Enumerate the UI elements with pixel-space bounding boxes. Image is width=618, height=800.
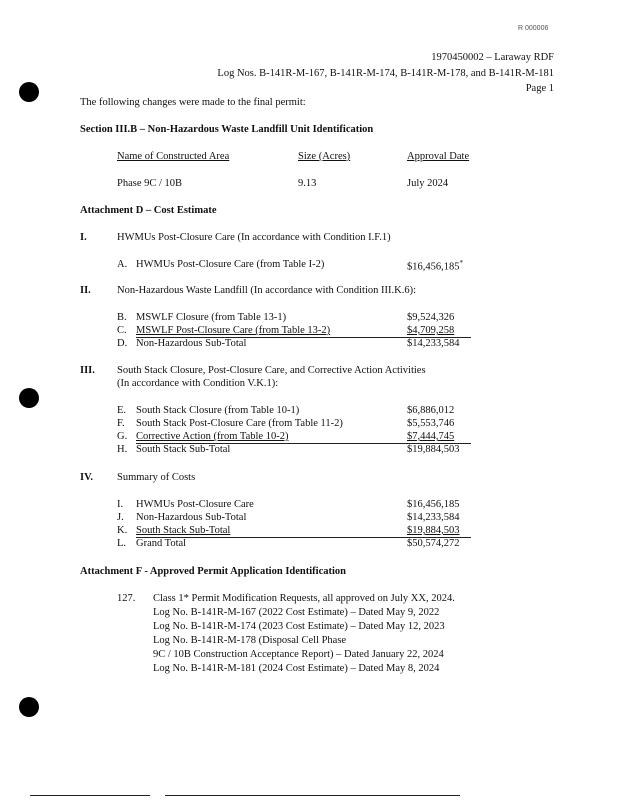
item-i-amount: $16,456,185	[407, 499, 460, 510]
footer-rule-left	[30, 795, 150, 796]
attachment-f-line-2: Log No. B-141R-M-167 (2022 Cost Estimate) – Dated May 9, 2022	[153, 607, 440, 618]
section-ii-title: Non-Hazardous Waste Landfill (In accordance with Condition III.K.6):	[117, 285, 416, 296]
punch-hole-top	[19, 82, 39, 102]
intro-text: The following changes were made to the final permit:	[80, 97, 306, 108]
item-e-amount: $6,886,012	[407, 405, 455, 416]
item-j-letter: J.	[117, 512, 124, 523]
attachment-f-line-1: Class 1* Permit Modification Requests, all approved on July XX, 2024.	[153, 593, 455, 604]
item-b-letter: B.	[117, 312, 127, 323]
attachment-f-line-6: Log No. B-141R-M-181 (2024 Cost Estimate) – Dated May 8, 2024	[153, 663, 440, 674]
item-h-label: South Stack Sub-Total	[136, 444, 231, 455]
item-h-letter: H.	[117, 444, 128, 455]
attachment-f-item-number: 127.	[117, 593, 136, 604]
section-iii-title-line1: South Stack Closure, Post-Closure Care, and Corrective Action Activities	[117, 365, 426, 376]
item-f-letter: F.	[117, 418, 125, 429]
item-d-amount: $14,233,584	[407, 338, 460, 349]
item-k-label: South Stack Sub-Total	[136, 525, 231, 536]
item-g-label: Corrective Action (from Table 10-2)	[136, 431, 289, 442]
attachment-f-heading: Attachment F - Approved Permit Application Identification	[80, 566, 346, 577]
col-header-name: Name of Constructed Area	[117, 151, 230, 162]
item-c-letter: C.	[117, 325, 127, 336]
punch-hole-bottom	[19, 697, 39, 717]
item-j-amount: $14,233,584	[407, 512, 460, 523]
item-l-label: Grand Total	[136, 538, 187, 549]
item-e-label: South Stack Closure (from Table 10-1)	[136, 405, 300, 416]
item-k-amount: $19,884,503	[407, 525, 460, 536]
item-i-letter: I.	[117, 499, 124, 510]
section-i-title: HWMUs Post-Closure Care (In accordance with Condition I.F.1)	[117, 232, 391, 243]
item-d-letter: D.	[117, 338, 128, 349]
item-f-amount: $5,553,746	[407, 418, 455, 429]
section-iii-number: III.	[80, 365, 95, 376]
section-i-number: I.	[80, 232, 87, 243]
item-i-label: HWMUs Post-Closure Care	[136, 499, 254, 510]
item-a-letter: A.	[117, 259, 128, 270]
item-f-label: South Stack Post-Closure Care (from Table 11-2)	[136, 418, 343, 429]
row-area-date: July 2024	[407, 178, 449, 189]
section-iii-title-line2: (In accordance with Condition V.K.1):	[117, 378, 279, 389]
item-c-amount: $4,709,258	[407, 325, 455, 336]
punch-hole-middle	[19, 388, 39, 408]
row-area-name: Phase 9C / 10B	[117, 178, 183, 189]
item-b-amount: $9,524,326	[407, 312, 455, 323]
attachment-f-line-4: Log No. B-141R-M-178 (Disposal Cell Phase	[153, 635, 347, 646]
item-b-label: MSWLF Closure (from Table 13-1)	[136, 312, 287, 323]
row-area-size: 9.13	[298, 178, 317, 189]
item-a-amount	[407, 259, 463, 273]
item-j-label: Non-Hazardous Sub-Total	[136, 512, 247, 523]
header-log-numbers: Log Nos. B-141R-M-167, B-141R-M-174, B-141R-M-178, and B-141R-M-181	[217, 68, 554, 79]
item-a-amount-value: $16,456,185	[407, 261, 460, 273]
item-a-label: HWMUs Post-Closure Care (from Table I-2)	[136, 259, 325, 270]
item-c-label: MSWLF Post-Closure Care (from Table 13-2)	[136, 325, 331, 336]
header-facility: 1970450002 – Laraway RDF	[431, 52, 554, 63]
col-header-date: Approval Date	[407, 151, 470, 162]
attachment-f-line-5: 9C / 10B Construction Acceptance Report) – Dated January 22, 2024	[153, 649, 444, 660]
item-l-amount: $50,574,272	[407, 538, 460, 549]
item-g-letter: G.	[117, 431, 128, 442]
attachment-f-line-3: Log No. B-141R-M-174 (2023 Cost Estimate) – Dated May 12, 2023	[153, 621, 445, 632]
header-page-number: Page 1	[525, 83, 554, 94]
footer-rule-middle	[165, 795, 460, 796]
item-h-amount: $19,884,503	[407, 444, 460, 455]
section-iv-title: Summary of Costs	[117, 472, 196, 483]
section-ii-number: II.	[80, 285, 91, 296]
item-k-letter: K.	[117, 525, 128, 536]
item-e-letter: E.	[117, 405, 127, 416]
item-l-letter: L.	[117, 538, 127, 549]
attachment-d-heading: Attachment D – Cost Estimate	[80, 205, 217, 216]
section-iv-number: IV.	[80, 472, 93, 483]
section-iiib-heading: Section III.B – Non-Hazardous Waste Landfill Unit Identification	[80, 124, 374, 135]
col-header-size: Size (Acres)	[298, 151, 351, 162]
item-d-label: Non-Hazardous Sub-Total	[136, 338, 247, 349]
item-a-footnote-mark: *	[459, 259, 463, 267]
item-g-amount: $7,444,745	[407, 431, 455, 442]
bates-stamp: R 000006	[518, 25, 549, 32]
